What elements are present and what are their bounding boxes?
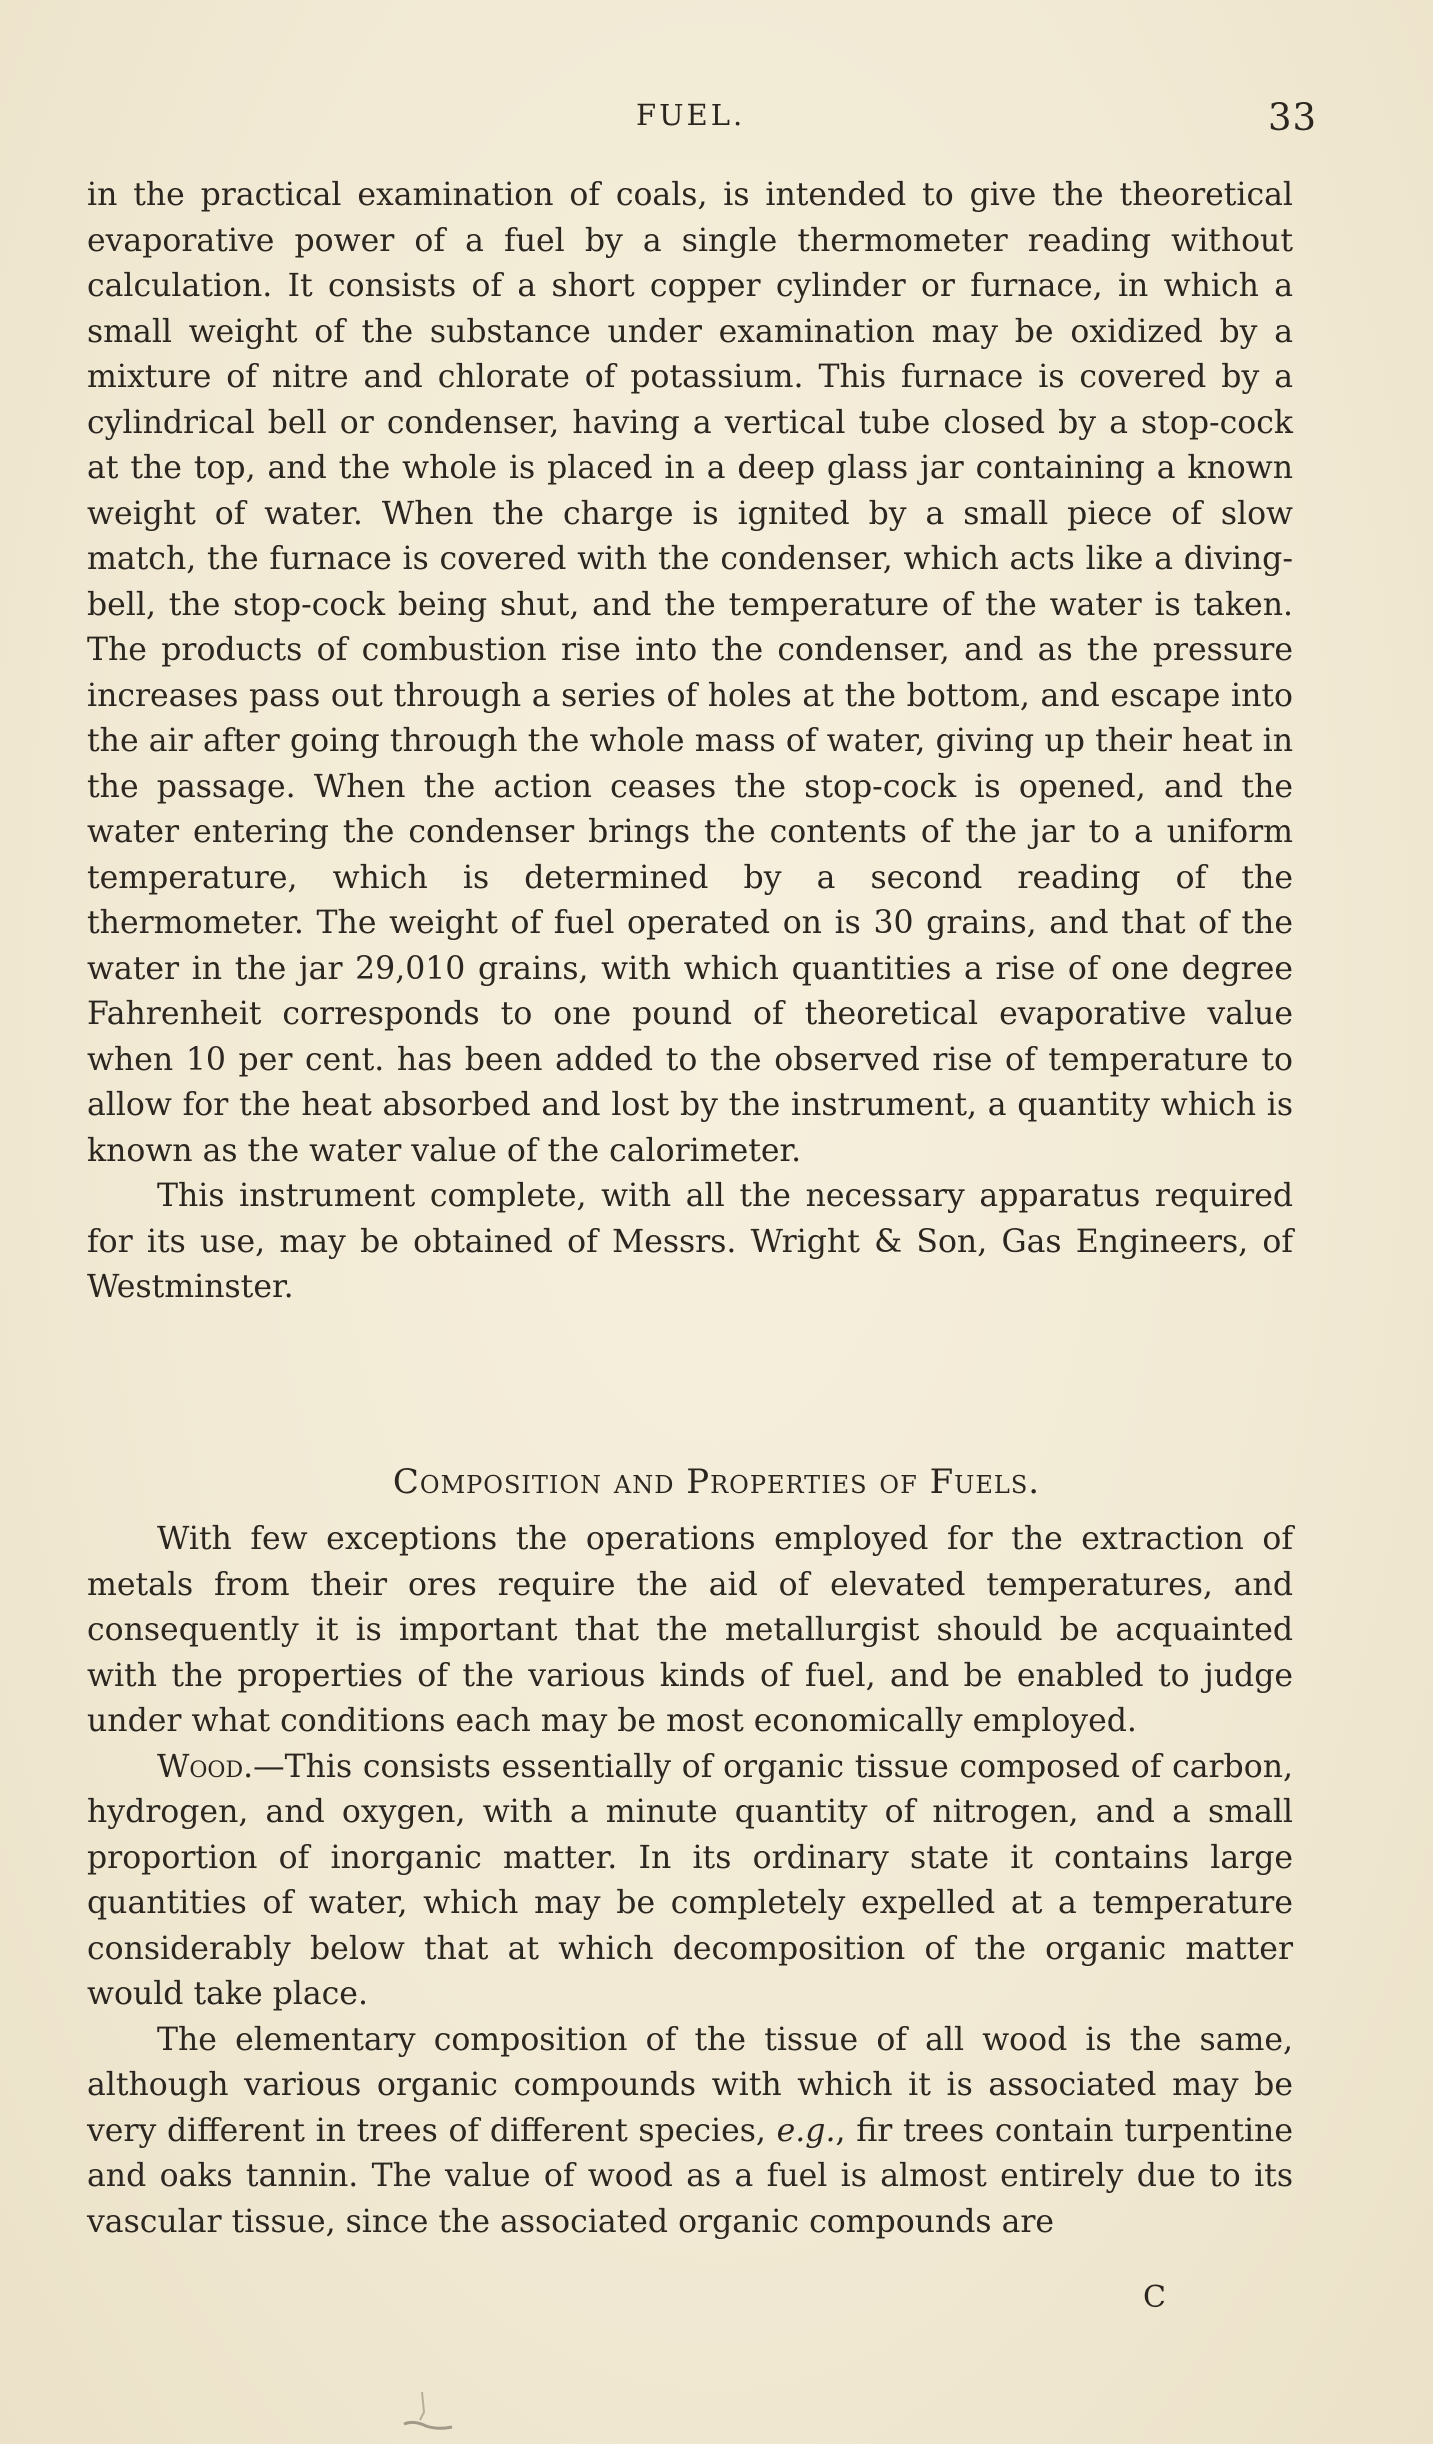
paragraph-intro: With few exceptions the operations employed for the extraction of metals from their ores require the aid of elevated temperatures, and consequently it is important that the metallurgist should be acquainted with the properties of the various kinds of fuel, and be enabled to judge under what conditions each may be most economically employed. [87,1521,1293,1739]
wood-description: —This consists essentially of organic tissue composed of carbon, hydrogen, and oxygen, with a minute quantity of nitrogen, and a small proportion of inorganic matter. In its ordinary state it contains large quantities of water, which may be completely expelled at a temperature considerably below that at which decomposition of the organic matter would take place. [87,1748,1293,2012]
paragraph-instrument: This instrument complete, with all the necessary apparatus required for its use, may be obtained of Messrs. Wright & Son, Gas Engineers, of Westminster. [87,1178,1293,1305]
paragraph-composition [87,2018,1293,2246]
running-head: FUEL. [636,98,746,132]
page-number: 33 [1268,96,1318,139]
page-header [0,88,1433,148]
term-wood: Wood. [157,1748,254,1785]
ink-stain-mark [400,2390,460,2430]
paragraph-calorimeter: in the practical examination of coals, is intended to give the theoretical evaporative power of a fuel by a single thermometer reading without calculation. It consists of a short copper cylinder or furnace, in which a small weight of the substance under examination may be oxidized by a mixture of nitre and chlorate of potassium. This furnace is covered by a cylindrical bell or condenser, having a vertical tube closed by a stop-cock at the top, and the whole is placed in a deep glass jar containing a known weight of water. When the charge is ignited by a small piece of slow match, the furnace is covered with the condenser, which acts like a diving-bell, the stop-cock being shut, and the temperature of the water is taken. The products of combustion rise into the condenser, and as the pressure increases pass out through a series of holes at the bottom, and escape into the air after going through the whole mass of water, giving up their heat in the passage. When the action ceases the stop-cock is opened, and the water entering the condenser brings the contents of the jar to a uniform temperature, which is determined by a second reading of the thermometer. The weight of fuel operated on is 30 grains, and that of the water in the jar 29,010 grains, with which quantities a rise of one degree Fahrenheit corresponds to one pound of theoretical evaporative value when 10 per cent. has been added to the observed rise of temperature to allow for the heat absorbed and lost by the instrument, a quantity which is known as the water value of the calorimeter. [87,177,1293,1169]
composition-eg: e.g. [776,2112,836,2149]
section-heading: Composition and Properties of Fuels. [392,1462,1041,1502]
paragraph-wood [87,1745,1293,2018]
body-text-bottom [87,1517,1293,2245]
composition-text-1: The elementary composition of the tissue of all wood is the same, although various organic compounds with which it is associated may be very different in trees of different species, [87,2021,1293,2149]
body-text-top [87,173,1293,1311]
composition-text-2: , fir trees contain turpentine and oaks tannin. The value of wood as a fuel is almost entirely due to its vascular tissue, since the associated organic compounds are [87,2112,1293,2240]
signature-mark: C [1143,2280,1166,2315]
